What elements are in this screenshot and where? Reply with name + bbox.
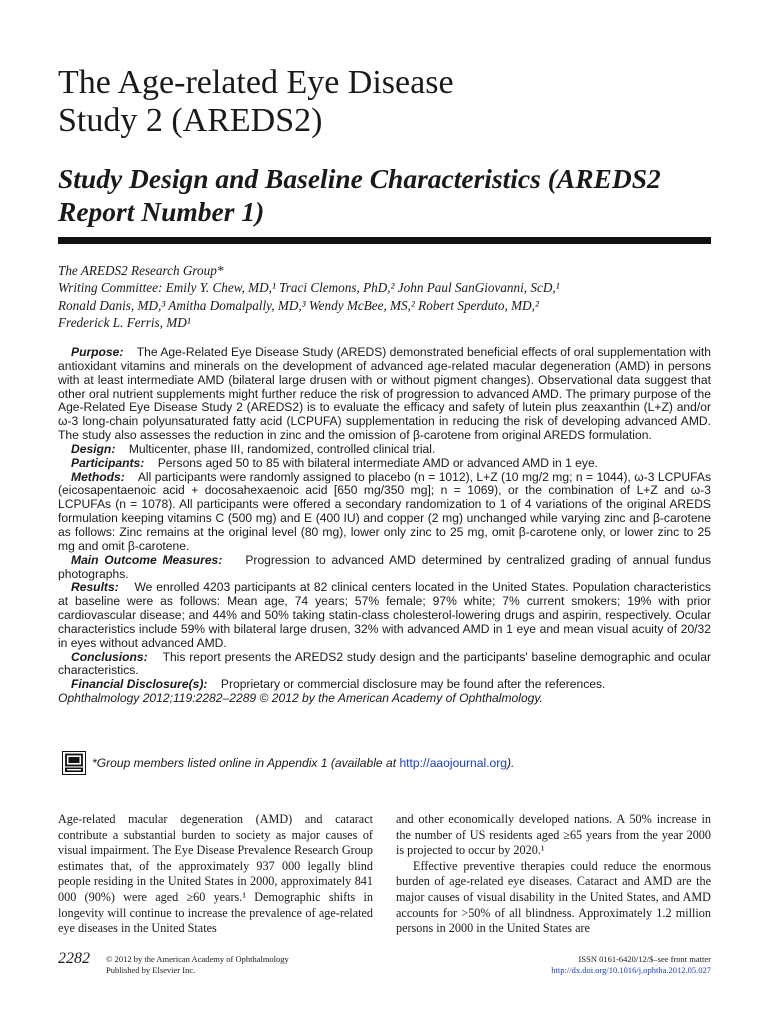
disclosure-label: Financial Disclosure(s): [71, 677, 208, 692]
design-label: Design: [71, 441, 116, 456]
purpose-text: The Age-Related Eye Disease Study (AREDS) demonstrated beneficial effects of oral supplementation with antioxidant vitamins and minerals on the development of advanced age-related macular degeneration (AMD) in persons with at least intermediate AMD (bilateral large drusen with or without pigment changes). Observational data suggest that other oral nutrient supplements might further reduce the risk of progression to advanced AMD. The primary purpose of the Age-Related Eye Disease Study 2 (AREDS2) is to evaluate the efficacy and safety of lutein plus zeaxanthin (L+Z) and/or ω-3 long-chain polyunsaturated fatty acid (LCPUFA) supplementation in reducing the risk of developing advanced AMD. The study also assesses the reduction in zinc and the omission of β-carotene from original AREDS formulation. [58, 345, 711, 443]
design-text: Multicenter, phase III, randomized, controlled clinical trial. [128, 441, 436, 456]
body-column-left [58, 812, 373, 937]
abstract-outcome [58, 554, 711, 582]
abstract-disclosure [58, 678, 711, 706]
purpose-label: Purpose: [71, 345, 124, 359]
abstract-conclusions [58, 651, 711, 679]
participants-label: Participants: [71, 455, 145, 470]
footer-copyright [106, 954, 289, 976]
disclosure-text: Proprietary or commercial disclosure may be found after the references. [220, 677, 606, 692]
copyright-line: © 2012 by the American Academy of Ophthalmology [106, 954, 289, 964]
aaojournal-link[interactable]: http://aaojournal.org [399, 756, 508, 770]
research-group: The AREDS2 Research Group* [58, 263, 224, 278]
conclusions-text: This report presents the AREDS2 study design and the participants' baseline demographic and ocular characteristics. [58, 649, 711, 678]
participants-text: Persons aged 50 to 85 with bilateral intermediate AMD or advanced AMD in 1 eye. [157, 455, 599, 470]
subtitle-line-2: Report Number 1) [58, 196, 265, 227]
title-rule [58, 237, 711, 244]
body-paragraph: Effective preventive therapies could reduce the enormous burden of age-related eye diseases. Cataract and AMD are the major causes of visual disability in the United States, and AMD accounts for >50% of all blindness. Approximately 1.2 million persons in 2000 in the United States are [396, 858, 711, 936]
methods-label: Methods: [71, 469, 125, 484]
body-column-right [396, 812, 711, 937]
footer-identifiers [551, 954, 711, 976]
abstract-methods [58, 471, 711, 554]
citation: Ophthalmology 2012;119:2282–2289 © 2012 by the American Academy of Ophthalmology. [58, 691, 543, 706]
page-number: 2282 [58, 950, 90, 967]
title-line-1: The Age-related Eye Disease [58, 64, 454, 101]
methods-text: All participants were randomly assigned to placebo (n = 1012), L+Z (10 mg/2 mg; n = 1044), ω-3 LCPUFAs (eicosapentaenoic acid + docosahexaenoic acid [650 mg/350 mg]; n = 1069), or the combination of L+Z and ω-3 LCPUFAs (n = 1078). All participants were offered a secondary randomization to 1 of 4 variations of the original AREDS formulation keeping vitamins C (500 mg) and E (400 IU) and copper (2 mg) unchanged while varying zinc and β-carotene as follows: Zinc remains at the original level (80 mg), lower only zinc to 25 mg, omit β-carotene only, or lower zinc to 25 mg and omit β-carotene. [58, 469, 711, 553]
body-paragraph: and other economically developed nations. A 50% increase in the number of US residents aged ≥65 years from the year 2000 is projected to occur by 2020.¹ [396, 812, 711, 858]
writing-committee-line-2: Ronald Danis, MD,³ Amitha Domalpally, MD,³ Wendy McBee, MS,² Robert Sperduto, MD,² [58, 297, 539, 313]
author-block [58, 262, 718, 331]
abstract-purpose [58, 346, 711, 443]
body-paragraph: Age-related macular degeneration (AMD) and cataract contribute a substantial burden to society as major causes of visual impairment. The Eye Disease Prevalence Research Group estimates that, of the approximately 937 000 legally blind people residing in the United States in 2000, approximately 841 000 (90%) were aged ≥60 years.¹ Demographic shifts in longevity will continue to increase the prevalence of age-related eye diseases in the United States [58, 812, 373, 936]
doi-link[interactable]: http://dx.doi.org/10.1016/j.ophtha.2012.05.027 [551, 965, 711, 975]
computer-icon [62, 751, 86, 775]
writing-committee-line-1: Writing Committee: Emily Y. Chew, MD,¹ Traci Clemons, PhD,² John Paul SanGiovanni, ScD,¹ [58, 280, 560, 296]
issn-line: ISSN 0161-6420/12/$–see front matter [578, 954, 711, 964]
writing-committee-line-3: Frederick L. Ferris, MD¹ [58, 314, 191, 330]
appendix-note-text: *Group members listed online in Appendix 1 (available at http://aaojournal.org). [92, 756, 515, 770]
abstract-participants [58, 457, 711, 471]
publisher-line: Published by Elsevier Inc. [106, 965, 196, 975]
outcome-text: Progression to advanced AMD determined by centralized grading of annual fundus photographs. [58, 552, 711, 581]
abstract-design [58, 443, 711, 457]
subtitle-line-1: Study Design and Baseline Characteristics (AREDS2 [58, 163, 661, 194]
conclusions-label: Conclusions: [71, 649, 148, 664]
article-subtitle [58, 162, 718, 228]
results-text: We enrolled 4203 participants at 82 clinical centers located in the United States. Population characteristics at baseline were as follows: Mean age, 74 years; 57% female; 97% white; 7% current smokers; 19% with prior cardiovascular disease; and 44% and 50% taking statin-class cholesterol-lowering drugs and aspirin, respectively. Ocular characteristics include 59% with bilateral large drusen, 32% with advanced AMD in 1 eye and mean visual acuity of 20/32 in eyes without advanced AMD. [58, 580, 711, 650]
abstract-results [58, 581, 711, 650]
title-line-2: Study 2 (AREDS2) [58, 102, 323, 139]
outcome-label: Main Outcome Measures: [71, 552, 223, 567]
abstract [58, 346, 711, 706]
article-title [58, 64, 718, 140]
results-label: Results: [71, 580, 119, 595]
appendix-note [58, 751, 711, 779]
